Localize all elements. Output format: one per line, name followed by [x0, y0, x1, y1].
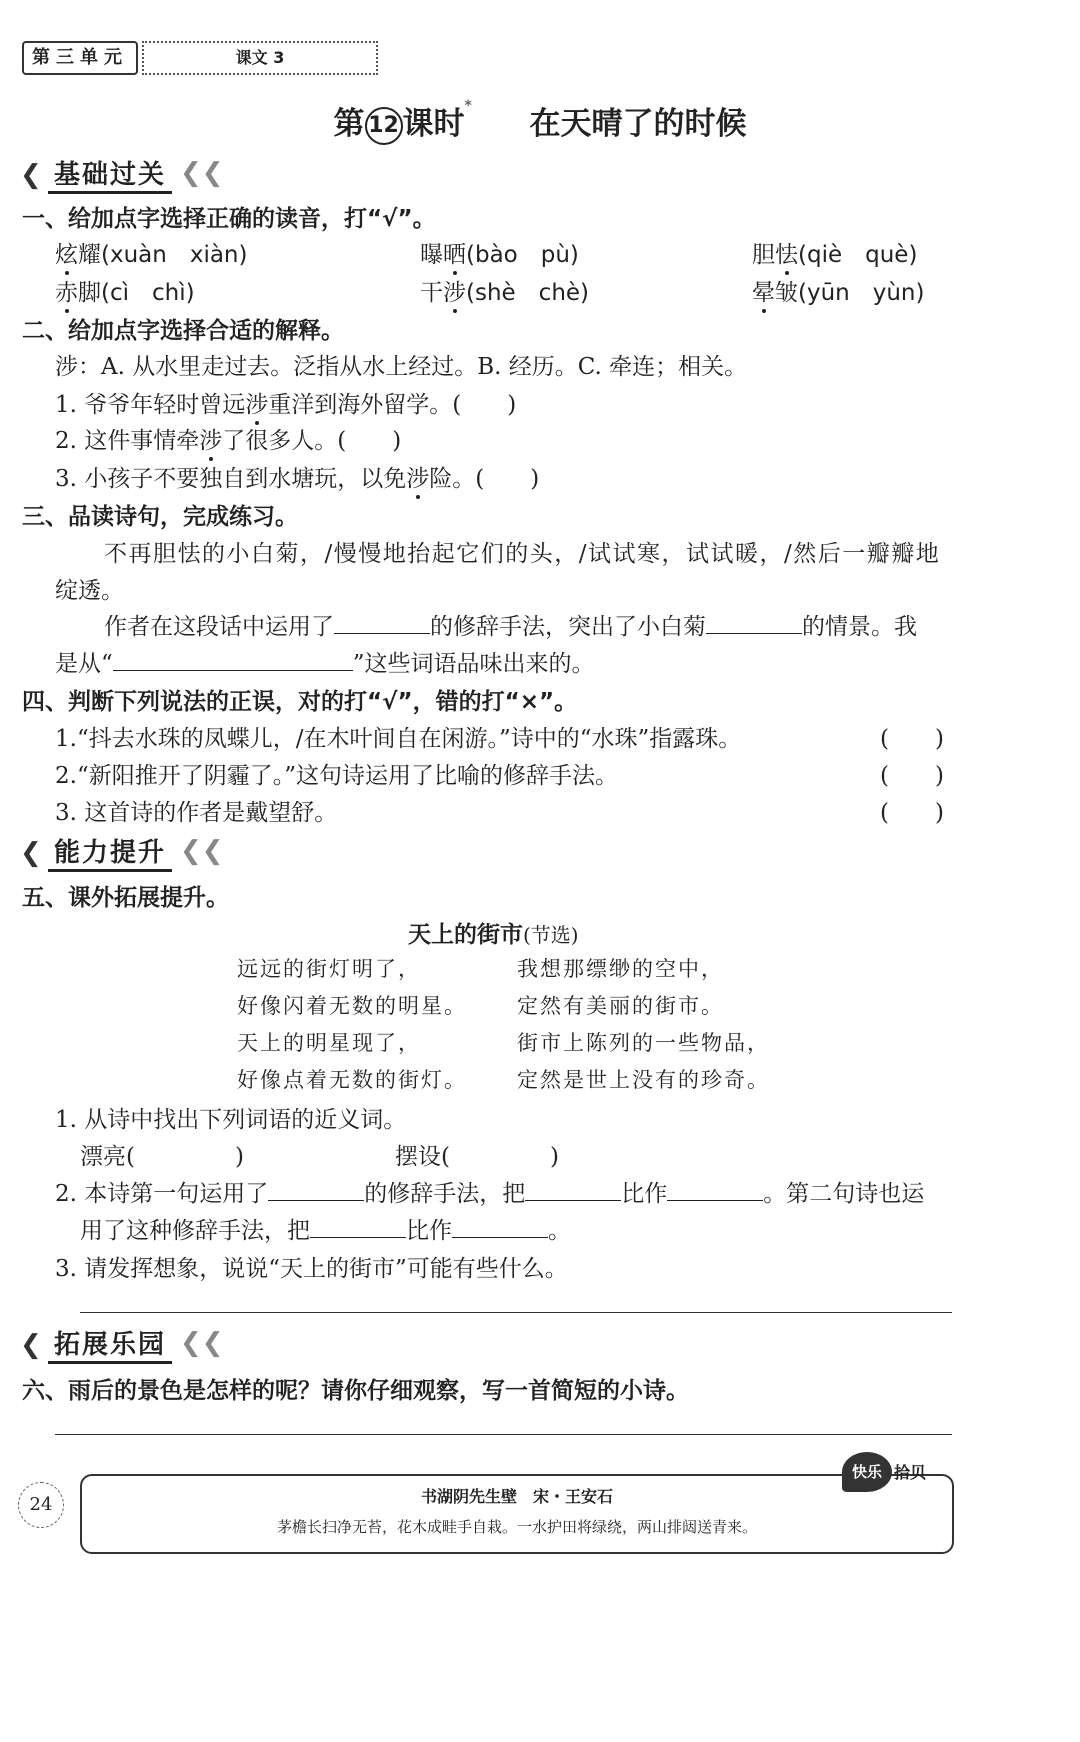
answer-blank[interactable] — [310, 1215, 406, 1238]
footer-poem-box — [80, 1474, 954, 1554]
answer-paren[interactable]: ( ) — [880, 726, 944, 752]
q1-item: 炫耀(xuàn xiàn) — [55, 242, 248, 268]
answer-blank[interactable] — [268, 1178, 364, 1201]
answer-blank[interactable] — [452, 1215, 548, 1238]
section-label: 能力提升 — [48, 832, 172, 872]
q3-poem-line-1: 不再胆怯的小白菊，/慢慢地抬起它们的头，/试试寒，试试暖，/然后一瓣瓣地 — [104, 541, 941, 567]
q4-item-2: 2.“新阳推开了阴霾了。”这句诗运用了比喻的修辞手法。 — [55, 763, 618, 789]
answer-blank[interactable] — [706, 611, 802, 634]
answer-paren[interactable]: ( ) — [880, 763, 944, 789]
chevron-left-icon: ❮ — [20, 1330, 42, 1360]
poem-line: 定然是世上没有的珍奇。 — [517, 1068, 770, 1092]
answer-blank[interactable] — [667, 1178, 763, 1201]
q3-answer-line-1: 作者在这段话中运用了 的修辞手法，突出了小白菊 的情景。我 — [104, 608, 917, 641]
poem-line: 定然有美丽的街市。 — [517, 994, 724, 1018]
poem-line: 街市上陈列的一些物品， — [517, 1031, 770, 1055]
q4-item-1: 1.“抖去水珠的凤蝶儿，/在木叶间自在闲游。”诗中的“水珠”指露珠。 — [55, 726, 742, 752]
answer-line[interactable] — [55, 1434, 952, 1435]
title-prefix: 第 — [333, 106, 365, 142]
q4-item-3: 3. 这首诗的作者是戴望舒。 — [55, 800, 338, 826]
double-chevron-icon: ❮❮ — [180, 1328, 224, 1358]
section-banner-basic — [20, 152, 224, 192]
section-label: 拓展乐园 — [48, 1324, 172, 1364]
logo-badge: 快乐 — [842, 1452, 892, 1492]
question-5-heading: 五、课外拓展提升。 — [22, 885, 229, 911]
poem-title: 天上的街市(节选) — [408, 922, 579, 948]
question-1-heading: 一、给加点字选择正确的读音，打“√”。 — [22, 206, 436, 232]
q1-item: 干涉(shè chè) — [420, 280, 590, 306]
poem-line: 好像点着无数的街灯。 — [237, 1068, 467, 1092]
q1-item: 赤脚(cì chì) — [55, 280, 195, 306]
section-banner-extension — [20, 1322, 224, 1362]
poem-line: 好像闪着无数的明星。 — [237, 994, 467, 1018]
footer-poem-text: 茅檐长扫净无苔，花木成畦手自栽。一水护田将绿绕，两山排闼送青来。 — [276, 1518, 757, 1536]
q5-sub-2: 2. 本诗第一句运用了 的修辞手法，把 比作 。第二句诗也运 — [55, 1175, 924, 1208]
q3-poem-line-2: 绽透。 — [55, 578, 124, 604]
logo-text: 拾贝 — [894, 1463, 927, 1482]
answer-blank[interactable] — [334, 611, 430, 634]
q5-sub-1b: 摆设( ) — [395, 1144, 559, 1170]
double-chevron-icon: ❮❮ — [180, 836, 224, 866]
unit-label: 第三单元 — [22, 41, 138, 75]
page-title — [0, 98, 1080, 145]
answer-line[interactable] — [80, 1312, 952, 1313]
q3-answer-line-2: 是从“ ”这些词语品味出来的。 — [55, 645, 595, 678]
q1-item: 曝晒(bào pù) — [420, 242, 579, 268]
section-label: 基础过关 — [48, 154, 172, 194]
question-4-heading: 四、判断下列说法的正误，对的打“√”，错的打“×”。 — [22, 689, 578, 715]
poem-line: 我想那缥缈的空中， — [517, 957, 724, 981]
q2-item-1: 1. 爷爷年轻时曾远涉重洋到海外留学。( ) — [55, 392, 517, 418]
answer-blank[interactable] — [113, 648, 353, 671]
q2-item-3: 3. 小孩子不要独自到水塘玩，以免涉险。( ) — [55, 466, 540, 492]
q5-sub-2-cont: 用了这种修辞手法，把 比作 。 — [80, 1212, 571, 1245]
chevron-left-icon: ❮ — [20, 838, 42, 868]
answer-paren[interactable]: ( ) — [880, 800, 944, 826]
title-suffix: 课时 — [402, 106, 465, 142]
question-6-heading: 六、雨后的景色是怎样的呢？请你仔细观察，写一首简短的小诗。 — [22, 1378, 689, 1404]
q5-sub-3: 3. 请发挥想象，说说“天上的街市”可能有些什么。 — [55, 1256, 568, 1282]
q1-item: 胆怯(qiè què) — [752, 242, 918, 268]
poem-line: 远远的街灯明了， — [237, 957, 421, 981]
q5-sub-1a: 漂亮( ) — [80, 1144, 244, 1170]
poem-line: 天上的明星现了， — [237, 1031, 421, 1055]
question-3-heading: 三、品读诗句，完成练习。 — [22, 504, 298, 530]
footer-poem-title: 书湖阴先生壁 宋・王安石 — [420, 1487, 613, 1506]
title-star: * — [464, 98, 472, 114]
double-chevron-icon: ❮❮ — [180, 158, 224, 188]
lesson-name: 在天晴了的时候 — [529, 106, 747, 142]
q1-item: 晕皱(yūn yùn) — [752, 280, 925, 306]
answer-blank[interactable] — [525, 1178, 621, 1201]
q2-definition: 涉：A. 从水里走过去。泛指从水上经过。B. 经历。C. 牵连；相关。 — [55, 354, 748, 380]
question-2-heading: 二、给加点字选择合适的解释。 — [22, 318, 344, 344]
section-banner-ability — [20, 830, 224, 870]
chevron-left-icon: ❮ — [20, 160, 42, 190]
q2-item-2: 2. 这件事情牵涉了很多人。( ) — [55, 428, 402, 454]
lesson-number: 12 — [365, 107, 403, 145]
lesson-tag: 课文 3 — [142, 41, 378, 75]
page-number: 24 — [18, 1482, 64, 1528]
q5-sub-1: 1. 从诗中找出下列词语的近义词。 — [55, 1107, 407, 1133]
